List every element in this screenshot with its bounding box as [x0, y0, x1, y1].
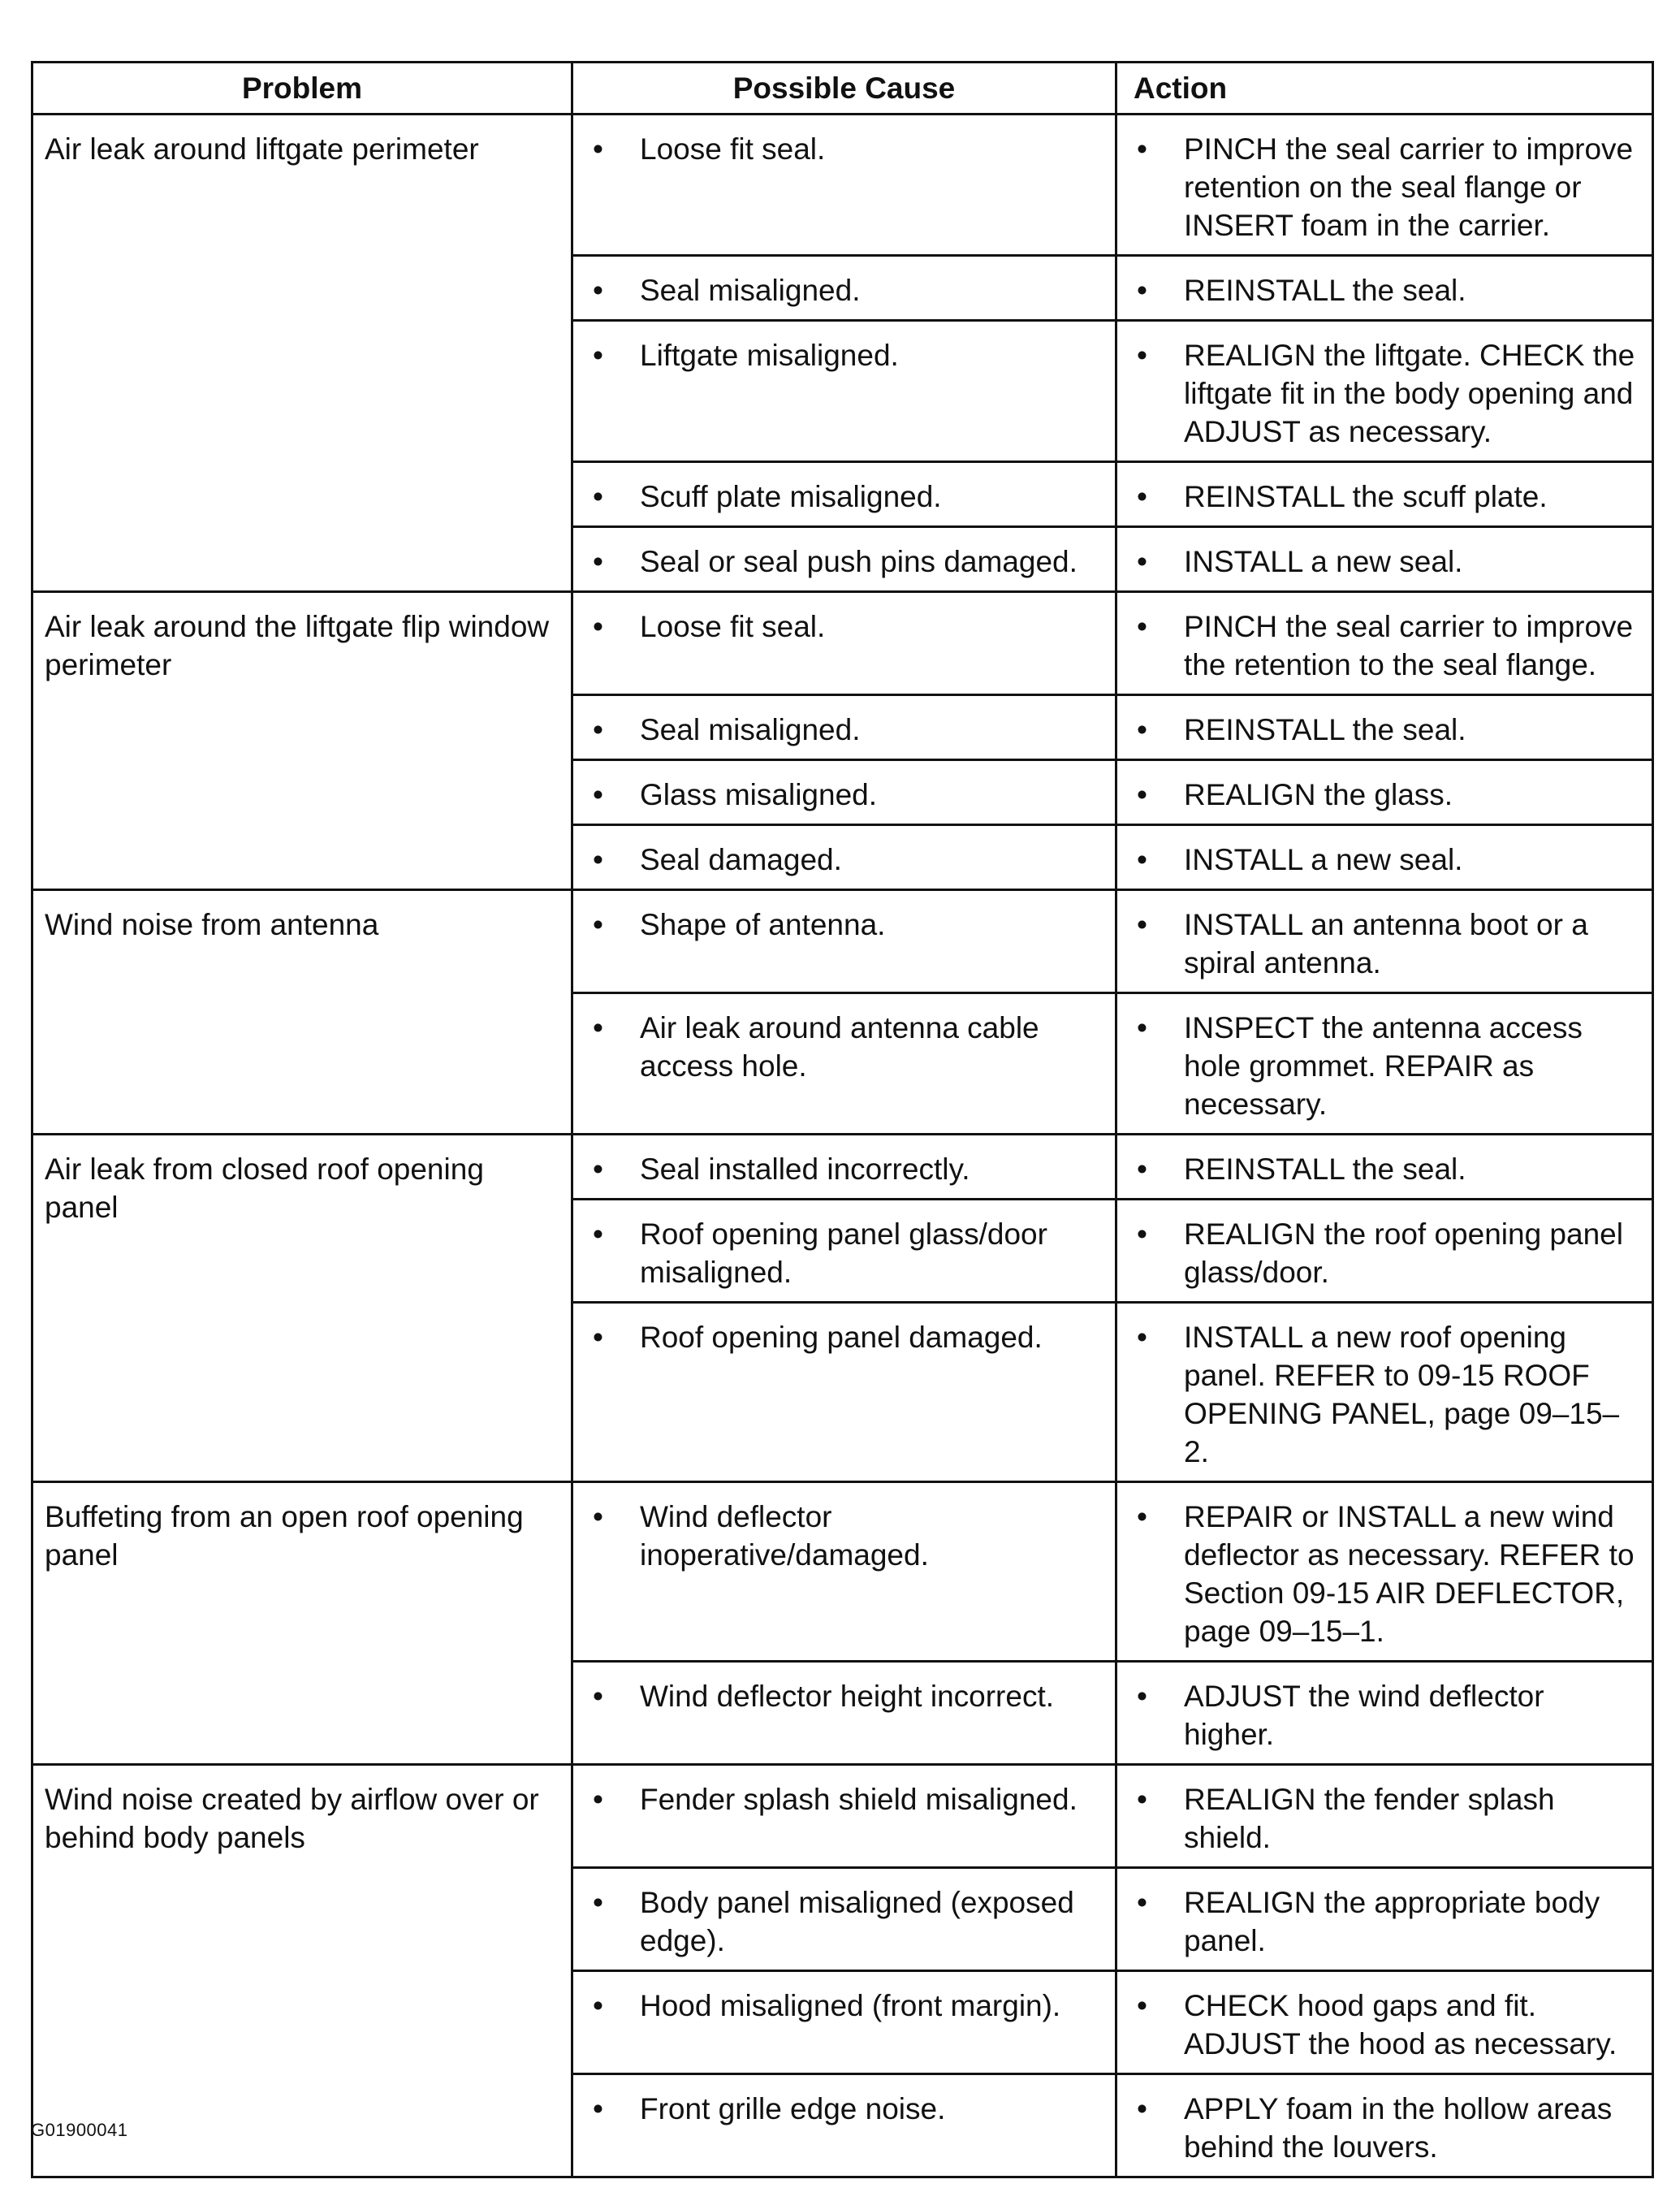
cause-text: Seal misaligned. [640, 713, 861, 746]
action-text: INSTALL a new roof opening panel. REFER to 09-15 ROOF OPENING PANEL, page 09–15–2. [1184, 1321, 1620, 1468]
action-text: REINSTALL the scuff plate. [1184, 480, 1548, 513]
bullet-item [1130, 478, 1639, 516]
action-cell [1116, 993, 1653, 1135]
cause-text: Seal damaged. [640, 843, 842, 876]
bullet-item [1130, 1215, 1639, 1291]
bullet-item [586, 1215, 1102, 1291]
possible-cause-cell [572, 1868, 1116, 1971]
possible-cause-cell [572, 993, 1116, 1135]
action-cell [1116, 527, 1653, 592]
action-cell [1116, 462, 1653, 527]
action-text: REALIGN the glass. [1184, 778, 1453, 811]
bullet-item [1130, 1883, 1639, 1960]
cause-text: Roof opening panel damaged. [640, 1321, 1043, 1354]
problem-cell: Wind noise from antenna [32, 890, 572, 1135]
possible-cause-cell [572, 256, 1116, 321]
bullet-item [586, 841, 1102, 879]
action-cell [1116, 695, 1653, 760]
bullet-icon: • [593, 778, 603, 811]
bullet-item [1130, 906, 1639, 982]
bullet-icon: • [593, 545, 603, 578]
bullet-icon: • [1137, 1886, 1147, 1919]
figure-code: G01900041 [31, 2120, 128, 2140]
bullet-icon: • [1137, 1500, 1147, 1533]
bullet-icon: • [1137, 843, 1147, 876]
action-cell [1116, 115, 1653, 256]
bullet-icon: • [1137, 610, 1147, 643]
bullet-item [1130, 711, 1639, 749]
action-text: REALIGN the appropriate body panel. [1184, 1886, 1600, 1957]
action-cell [1116, 890, 1653, 993]
bullet-item [586, 130, 1102, 168]
problem-cell: Air leak around liftgate perimeter [32, 115, 572, 592]
bullet-icon: • [593, 339, 603, 372]
bullet-icon: • [593, 713, 603, 746]
action-text: REINSTALL the seal. [1184, 1152, 1466, 1186]
problem-cell: Wind noise created by airflow over or behind body panels [32, 1765, 572, 2177]
bullet-icon: • [1137, 1680, 1147, 1713]
bullet-icon: • [593, 132, 603, 166]
action-cell [1116, 1303, 1653, 1482]
action-cell [1116, 1868, 1653, 1971]
table-body [32, 115, 1653, 2177]
action-text: ADJUST the wind deflector higher. [1184, 1680, 1544, 1751]
action-cell [1116, 256, 1653, 321]
table-row [32, 1135, 1653, 1200]
action-cell [1116, 760, 1653, 825]
possible-cause-cell [572, 760, 1116, 825]
action-text: APPLY foam in the hollow areas behind the louvers. [1184, 2092, 1613, 2164]
bullet-icon: • [593, 1680, 603, 1713]
action-text: REPAIR or INSTALL a new wind deflector as necessary. REFER to Section 09-15 AIR DEFLECTOR, page 09–15–1. [1184, 1500, 1635, 1648]
bullet-item [586, 1677, 1102, 1715]
bullet-item [586, 1498, 1102, 1574]
cause-text: Front grille edge noise. [640, 2092, 946, 2125]
bullet-item [586, 1150, 1102, 1188]
bullet-item [1130, 130, 1639, 244]
action-cell [1116, 1971, 1653, 2074]
bullet-item [1130, 1009, 1639, 1123]
action-cell [1116, 592, 1653, 695]
possible-cause-cell [572, 2074, 1116, 2177]
bullet-icon: • [593, 908, 603, 941]
action-cell [1116, 1765, 1653, 1868]
bullet-item [586, 711, 1102, 749]
bullet-icon: • [1137, 1152, 1147, 1186]
possible-cause-cell [572, 1971, 1116, 2074]
cause-text: Seal misaligned. [640, 274, 861, 307]
bullet-item [586, 2090, 1102, 2128]
bullet-icon: • [1137, 2092, 1147, 2125]
cause-text: Liftgate misaligned. [640, 339, 899, 372]
cause-text: Body panel misaligned (exposed edge). [640, 1886, 1074, 1957]
cause-text: Seal installed incorrectly. [640, 1152, 970, 1186]
cause-text: Loose fit seal. [640, 610, 826, 643]
bullet-item [1130, 1498, 1639, 1650]
cause-text: Seal or seal push pins damaged. [640, 545, 1078, 578]
bullet-icon: • [1137, 1989, 1147, 2022]
bullet-icon: • [593, 1886, 603, 1919]
table-row [32, 115, 1653, 256]
possible-cause-cell [572, 1662, 1116, 1765]
action-text: CHECK hood gaps and fit. ADJUST the hood as necessary. [1184, 1989, 1617, 2060]
bullet-icon: • [593, 1321, 603, 1354]
bullet-item [586, 1883, 1102, 1960]
possible-cause-cell [572, 462, 1116, 527]
action-text: INSTALL an antenna boot or a spiral antenna. [1184, 908, 1588, 979]
bullet-icon: • [1137, 1011, 1147, 1044]
bullet-item [1130, 841, 1639, 879]
action-text: INSPECT the antenna access hole grommet. REPAIR as necessary. [1184, 1011, 1583, 1121]
cause-text: Scuff plate misaligned. [640, 480, 942, 513]
cause-text: Fender splash shield misaligned. [640, 1783, 1078, 1816]
problem-cell: Air leak from closed roof opening panel [32, 1135, 572, 1482]
bullet-item [1130, 2090, 1639, 2166]
action-cell [1116, 1482, 1653, 1662]
table-row [32, 1482, 1653, 1662]
cause-text: Shape of antenna. [640, 908, 886, 941]
problem-cell: Air leak around the liftgate flip window perimeter [32, 592, 572, 890]
bullet-icon: • [593, 1217, 603, 1251]
bullet-item [1130, 543, 1639, 581]
bullet-item [586, 543, 1102, 581]
bullet-item [1130, 336, 1639, 451]
bullet-icon: • [1137, 545, 1147, 578]
possible-cause-cell [572, 592, 1116, 695]
bullet-icon: • [1137, 713, 1147, 746]
bullet-item [586, 1009, 1102, 1085]
table-row [32, 592, 1653, 695]
bullet-icon: • [1137, 1217, 1147, 1251]
bullet-icon: • [593, 2092, 603, 2125]
cause-text: Roof opening panel glass/door misaligned. [640, 1217, 1047, 1289]
bullet-icon: • [593, 274, 603, 307]
possible-cause-cell [572, 825, 1116, 890]
bullet-item [1130, 1677, 1639, 1753]
bullet-item [1130, 1150, 1639, 1188]
bullet-icon: • [593, 610, 603, 643]
bullet-icon: • [1137, 274, 1147, 307]
action-cell [1116, 321, 1653, 462]
action-cell [1116, 2074, 1653, 2177]
table-row [32, 890, 1653, 993]
action-text: REINSTALL the seal. [1184, 713, 1466, 746]
cause-text: Hood misaligned (front margin). [640, 1989, 1061, 2022]
bullet-icon: • [1137, 132, 1147, 166]
bullet-icon: • [1137, 480, 1147, 513]
header-problem: Problem [32, 63, 572, 115]
possible-cause-cell [572, 527, 1116, 592]
bullet-item [586, 906, 1102, 944]
bullet-icon: • [593, 1500, 603, 1533]
bullet-item [1130, 776, 1639, 814]
bullet-icon: • [593, 1783, 603, 1816]
action-text: INSTALL a new seal. [1184, 843, 1463, 876]
bullet-icon: • [593, 1011, 603, 1044]
bullet-item [1130, 1987, 1639, 2063]
bullet-item [586, 776, 1102, 814]
bullet-icon: • [1137, 778, 1147, 811]
bullet-item [586, 336, 1102, 374]
action-text: INSTALL a new seal. [1184, 545, 1463, 578]
action-text: PINCH the seal carrier to improve the retention to the seal flange. [1184, 610, 1634, 681]
action-text: REINSTALL the seal. [1184, 274, 1466, 307]
bullet-icon: • [1137, 339, 1147, 372]
bullet-item [1130, 1780, 1639, 1857]
cause-text: Wind deflector height incorrect. [640, 1680, 1055, 1713]
action-cell [1116, 1135, 1653, 1200]
bullet-icon: • [1137, 1321, 1147, 1354]
action-cell [1116, 825, 1653, 890]
bullet-item [1130, 271, 1639, 309]
bullet-item [586, 1987, 1102, 2025]
bullet-item [586, 608, 1102, 646]
bullet-icon: • [593, 1152, 603, 1186]
bullet-item [1130, 1318, 1639, 1471]
bullet-item [586, 271, 1102, 309]
diagnosis-table [31, 61, 1654, 2178]
bullet-item [586, 1318, 1102, 1356]
possible-cause-cell [572, 1482, 1116, 1662]
action-text: REALIGN the fender splash shield. [1184, 1783, 1555, 1854]
problem-cell: Buffeting from an open roof opening panel [32, 1482, 572, 1765]
cause-text: Glass misaligned. [640, 778, 878, 811]
possible-cause-cell [572, 1135, 1116, 1200]
possible-cause-cell [572, 115, 1116, 256]
action-text: PINCH the seal carrier to improve retention on the seal flange or INSERT foam in the carrier. [1184, 132, 1634, 242]
action-cell [1116, 1200, 1653, 1303]
cause-text: Wind deflector inoperative/damaged. [640, 1500, 929, 1572]
bullet-item [586, 478, 1102, 516]
header-possible-cause: Possible Cause [572, 63, 1116, 115]
bullet-icon: • [1137, 908, 1147, 941]
action-cell [1116, 1662, 1653, 1765]
table-row [32, 1765, 1653, 1868]
cause-text: Air leak around antenna cable access hole. [640, 1011, 1039, 1083]
bullet-icon: • [593, 843, 603, 876]
possible-cause-cell [572, 321, 1116, 462]
bullet-item [1130, 608, 1639, 684]
bullet-icon: • [593, 1989, 603, 2022]
bullet-item [586, 1780, 1102, 1818]
possible-cause-cell [572, 1765, 1116, 1868]
possible-cause-cell [572, 695, 1116, 760]
possible-cause-cell [572, 890, 1116, 993]
bullet-icon: • [593, 480, 603, 513]
cause-text: Loose fit seal. [640, 132, 826, 166]
header-row [32, 63, 1653, 115]
action-text: REALIGN the roof opening panel glass/door. [1184, 1217, 1623, 1289]
possible-cause-cell [572, 1200, 1116, 1303]
possible-cause-cell [572, 1303, 1116, 1482]
bullet-icon: • [1137, 1783, 1147, 1816]
header-action: Action [1116, 63, 1653, 115]
action-text: REALIGN the liftgate. CHECK the liftgate fit in the body opening and ADJUST as necessary. [1184, 339, 1635, 448]
